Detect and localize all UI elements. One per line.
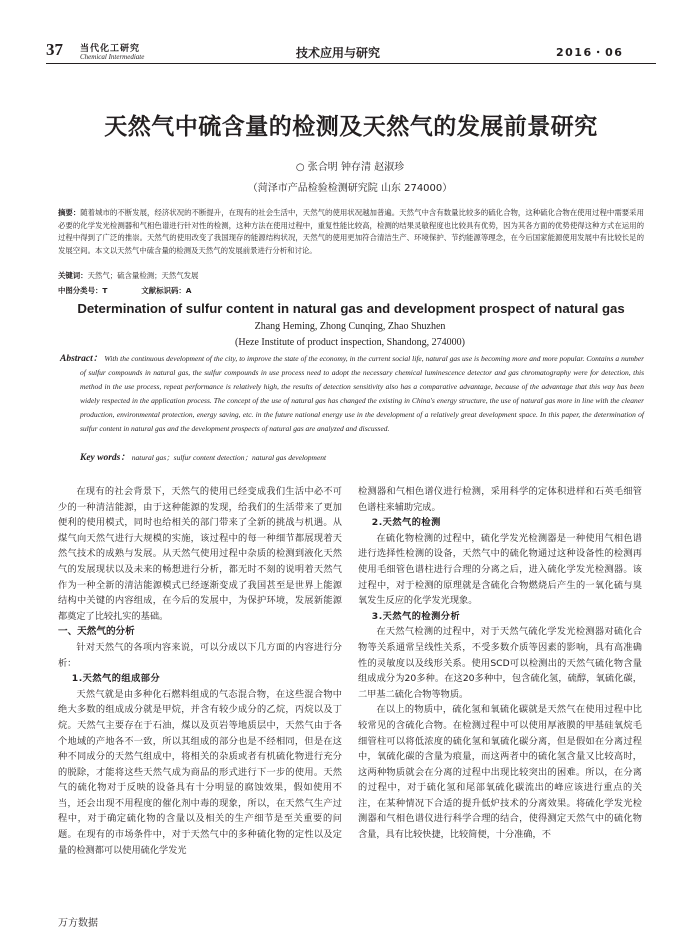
keywords-en-label: Key words xyxy=(80,453,121,463)
journal-logo-cn: 当代化工研究 xyxy=(80,44,141,54)
doc-code-label: 文献标识码： xyxy=(141,286,186,295)
body-paragraph: 天然气就是由多种化石燃料组成的气态混合物，在这些混合物中绝大多数的组成成分就是甲烷，并含有较少成分的乙烷，丙烷以及丁烷。天然气主要存在于石油，煤以及页岩等地质层中，天然气由于各个地域的产地各不一致，所以其组成的部分也是不经相同，但是在这种不同成分的天然气组成中，将相关的杂质或者有机硫化物进行充分的脱除，才能将这些天然气成为商品的形式进行下一步的使用。天然气的硫化物对于反映的设备具有十分明显的腐蚀效果，假如使用不当，还会出现不用程度的催化剂中毒的现象，所以，在天然气生产过程中，对于确定硫化物的含量以及相关的生产细节是至关重要的问题。在现有的市场条件中，对于天然气中的多种硫化物的定性以及定量的检测都可以使用硫化学发光 xyxy=(58,688,342,856)
issue-number: 2016・06 xyxy=(556,46,624,59)
body-paragraph: 在现有的社会背景下，天然气的使用已经变成我们生活中必不可少的一种清洁能源，由于这种能源的发现，给我们的生活带来了更加便利的使用模式，同时也给相关的部门带来了全新的挑战与机遇。从煤气向天然气进行大规模的实施，该过程中的每一种细节都展现着天然气技术的成熟与发展。从天然气使用过程中杂质的检测到液化天然气的发展现状以及未来的畅想进行分析，都无时不刻的说明着天然气作为一种全新的清洁能源模式已经逐渐变成了我国甚至是世界上能源结构中关键的内容组成，在今后的发展中，为保护环境，发展新能源都奠定了比较扎实的基础。 xyxy=(58,486,342,622)
abstract-cn xyxy=(58,207,644,258)
abstract-cn-label: 摘要： xyxy=(58,208,81,217)
header-rule xyxy=(46,63,656,64)
keywords-en: Key words： natural gas；sulfur content detection；natural gas development xyxy=(80,453,327,463)
doc-code-value: A xyxy=(185,286,192,295)
body-right-column xyxy=(358,484,642,843)
affiliation-cn: （菏泽市产品检验检测研究院 山东 274000） xyxy=(247,183,453,194)
keywords-en-text: natural gas；sulfur content detection；natural gas development xyxy=(131,453,327,462)
abstract-cn-text: 随着城市的不断发展，经济状况的不断提升，在现有的社会生活中，天然气的使用状况越加普遍。天然气中含有数量比较多的硫化合物，这种硫化合物在使用过程中需要采用必要的化学发光检测器和气相色谱进行针对性的检测，这种方法在使用过程中，重复性能比较高，检测的结果灵敏程度也比较具有优势，因为其各方面的优势使得这种方式在运用的过程中得到了广泛的推崇。天然气的使用改变了我国现存的能源结构状况，天然气的使用更加符合清洁生产、环境保护、节约能源等理念，在今后国家能源使用发展中有比较长足的发展空间。本文以天然气中硫含量的检测及天然气的发展前景进行分析和讨论。 xyxy=(58,208,644,256)
classification-line xyxy=(58,285,192,296)
body-paragraph: 针对天然气的各项内容来说，可以分成以下几方面的内容进行分析： xyxy=(58,641,342,669)
clc-label: 中图分类号： xyxy=(58,286,103,295)
abstract-en-text: With the continuous development of the city, to improve the state of the economy, in the current social life, natural gas use is becoming more and more popular. Contains a number of sulfur compounds in natural gas, the sulfur compounds in use process need to adopt the necessary chemical luminescence detector and gas chromatography were for detection, this method in the use process, repeat performance is relatively high, the results of detection sensitivity also has a comparative advantage, because of the advantage that this way has been widely respected in the application process. The concept of the use of natural gas has changed the existing in China's energy structure, the use of natural gas more in line with the cleaner production, environmental protection, energy saving, etc. in the future national energy use in the development of a relatively great development space. In this paper, the determination of sulfur content in natural gas and the development prospects of natural gas are analyzed and discussed. xyxy=(80,354,645,433)
keywords-cn-text: 天然气；硫含量检测；天然气发展 xyxy=(87,271,199,280)
body-paragraph: 在硫化物检测的过程中，硫化学发光检测器是一种使用气相色谱进行选择性检测的设备，天然气中的硫化物通过这种设备性的检测再使用毛细管色谱柱进行合理的分离之后，进入硫化学发光检测器。该过程中，对于检测的原理就是含硫化合物燃烧后产生的一氧化硫与臭氧发生反应的化学发光现象。 xyxy=(358,532,642,607)
abstract-en-label: Abstract xyxy=(60,354,93,364)
body-paragraph: 在天然气检测的过程中，对于天然气硫化学发光检测器对硫化合物等关系通常呈线性关系，不受多数介质等因素的影响，具有高准确性的灵敏度以及线形关系。使用SCD可以检测出的天然气硫化物含量组成成分为20多种。在这20多种中，包含硫化氢，硫醇，氧硫化碳，二甲基二硫化合物等物质。 xyxy=(358,626,642,700)
body-paragraph: 在以上的物质中，硫化氢和氧硫化碳就是天然气在使用过程中比较常见的含硫化合物。在检测过程中可以使用厚液膜的甲基硅氧烷毛细管柱可以将低浓度的硫化氢和氧硫化碳分离，但是假如在分离过程中，氧硫化碳的含量为痕量，而这两者中的硫化氢含量又比较高时，这两种物质就会在分离的过程中出现比较突出的困难。所以，在分离的过程中，对于硫化氢和尾部氧硫化碳流出的峰应该进行重点的关注，在某种情况下合适的提升低炉技术的分离效果。将硫化学发光检测器和气相色谱仪进行科学合理的结合，使得测定天然气中的硫化物含量，具有比较快捷，比较简便，十分准确，不 xyxy=(358,704,642,841)
subsection-heading: 2.天然气的检测 xyxy=(371,517,441,529)
section-title: 技术应用与研究 xyxy=(296,46,381,60)
article-title-cn: 天然气中硫含量的检测及天然气的发展前景研究 xyxy=(104,114,598,140)
authors-en: Zhang Heming, Zhong Cunqing, Zhao Shuzhen xyxy=(254,321,446,332)
journal-logo-en: Chemical Intermediate xyxy=(80,53,145,61)
page-number: 37 xyxy=(46,40,63,59)
section-heading: 一、天然气的分析 xyxy=(58,626,135,638)
footer-source: 万方数据 xyxy=(58,918,98,929)
subsection-heading: 1.天然气的组成部分 xyxy=(71,673,161,685)
keywords-cn-label: 关键词： xyxy=(58,271,88,280)
keywords-cn xyxy=(58,270,198,281)
abstract-en: Abstract： With the continuous development of the city, to improve the state of the economy, in the current social life, natural gas use is becoming more and more popular. Contains a number of sulfur compounds in natural gas, the sulfur compounds in use process need to adopt the necessary chemical luminescence detector and gas chromatography were for detection, this method in the use process, repeat performance is relatively high, the results of detection sensitivity also has a comparative advantage, because of the advantage that this way has been widely respected in the application process. The concept of the use of natural gas has changed the existing in China's energy structure, the use of natural gas more in line with the cleaner production, environmental protection, energy saving, etc. in the future national energy use in the development of a relatively great development space. In this paper, the determination of sulfur content in natural gas and the development prospects of natural gas are analyzed and discussed. xyxy=(60,354,645,433)
body-paragraph: 检测器和气相色谱仪进行检测，采用科学的定体积进样和石英毛细管色谱柱来辅助完成。 xyxy=(358,486,642,513)
body-left-column xyxy=(58,484,342,858)
article-title-en: Determination of sulfur content in natural gas and development prospect of natural gas xyxy=(77,301,625,316)
affiliation-en: (Heze Institute of product inspection, Shandong, 274000) xyxy=(235,337,465,348)
clc-value: T xyxy=(102,286,108,295)
subsection-heading: 3.天然气的检测分析 xyxy=(371,610,461,622)
authors-cn: ○ 张合明 钟存清 赵淑珍 xyxy=(295,162,405,173)
